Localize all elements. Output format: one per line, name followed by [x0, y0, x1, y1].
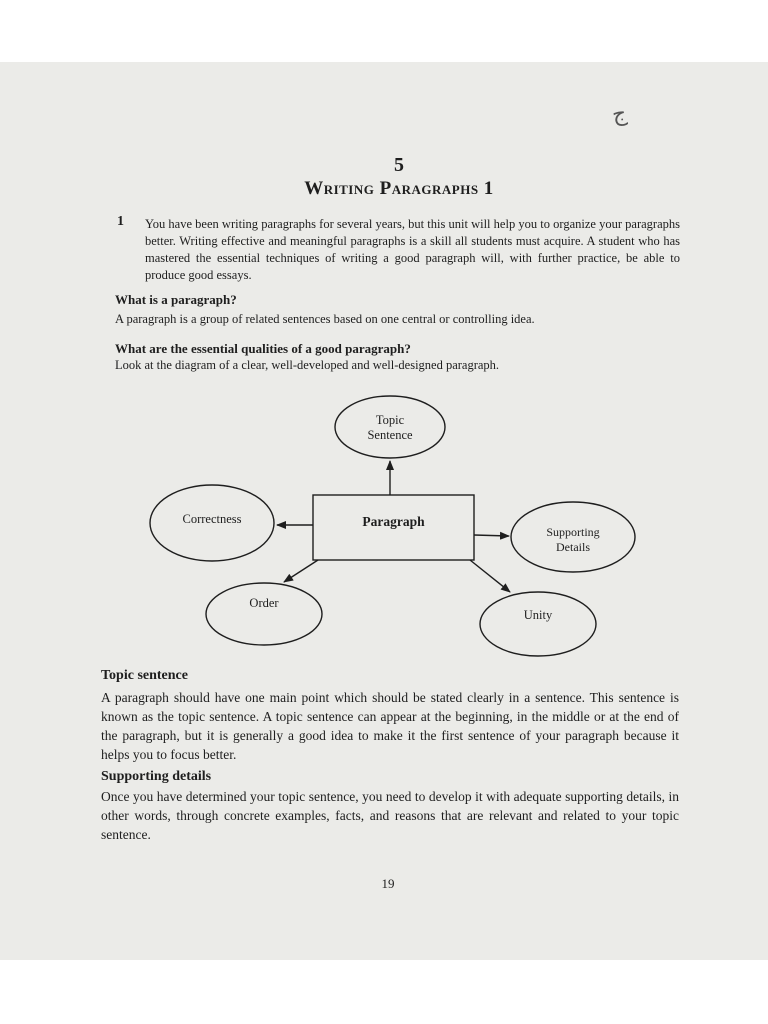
answer-what-is-paragraph: A paragraph is a group of related sentences based on one central or controlling idea. — [115, 312, 535, 326]
supporting-details-label — [523, 525, 623, 555]
paragraph-number: 1 — [117, 214, 124, 229]
order-label: Order — [249, 596, 279, 610]
paragraph-label: Paragraph — [362, 514, 425, 529]
supporting-details-body: Once you have determined your topic sentence, you need to develop it with adequate supporting details, in other words, through concrete examples, facts, and reasons that are relevant and related to your topic sentence. — [101, 789, 679, 842]
topic-label-line2: Sentence — [367, 428, 413, 442]
intro-paragraph: You have been writing paragraphs for several years, but this unit will help you to organize your paragraphs better. Writing effective and meaningful paragraphs is a skill all students must acquire. A student who has mastered the essential techniques of writing a good paragraph will, with further practice, be able to produce good essays. — [145, 217, 680, 282]
arrow-to-order — [284, 560, 318, 582]
topic-sentence-body: A paragraph should have one main point which should be stated clearly in a sentence. This sentence is known as the topic sentence. A topic sentence can appear at the beginning, in the middle or at the end of the paragraph, but it is generally a good idea to make it the first sentence of your paragraph because it helps you to focus better. — [101, 690, 679, 762]
handwritten-mark: ج — [609, 99, 629, 128]
question-what-is-paragraph: What is a paragraph? — [115, 292, 237, 307]
arrow-to-supporting — [474, 535, 509, 536]
supporting-label-line1: Supporting — [546, 525, 600, 539]
order-node — [206, 583, 322, 645]
answer-essential-qualities: Look at the diagram of a clear, well-developed and well-designed paragraph. — [115, 358, 500, 372]
supporting-details-heading: Supporting details — [101, 769, 212, 784]
topic-sentence-label — [340, 413, 440, 443]
paragraph-diagram — [140, 395, 660, 670]
topic-label-line1: Topic — [375, 413, 405, 427]
unit-number: 5 — [394, 154, 404, 176]
topic-sentence-heading: Topic sentence — [101, 668, 188, 683]
question-essential-qualities: What are the essential qualities of a good paragraph? — [115, 341, 411, 356]
correctness-label: Correctness — [182, 512, 242, 526]
unity-node — [480, 592, 596, 656]
unity-label: Unity — [523, 608, 553, 622]
supporting-label-line2: Details — [556, 540, 590, 554]
arrow-to-unity — [470, 560, 510, 592]
unit-title: Writing Paragraphs 1 — [304, 178, 494, 199]
page-number: 19 — [381, 876, 395, 891]
